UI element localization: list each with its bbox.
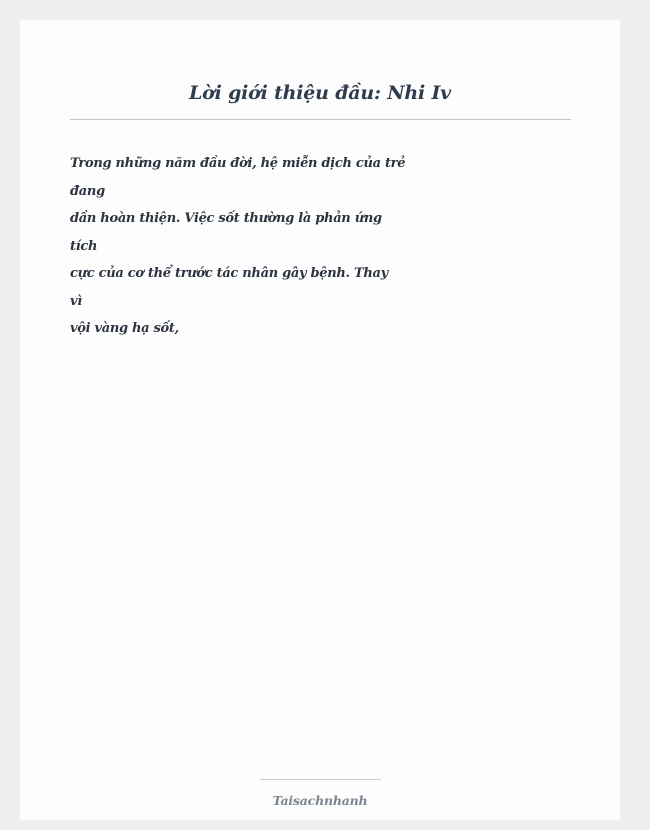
footer-source: Taisachnhanh: [272, 793, 368, 808]
body-line: Trong những năm đầu đời, hệ miễn dịch của trẻ: [70, 156, 406, 171]
document-page: [20, 20, 620, 820]
body-text: [70, 150, 406, 343]
body-line: dần hoàn thiện. Việc sốt thường là phản ứng: [70, 211, 382, 226]
body-line: cực của cơ thể trước tác nhân gây bệnh. Thay: [70, 266, 388, 281]
page-title: Lời giới thiệu đầu: Nhi Iv: [189, 82, 451, 104]
body-line: vì: [70, 293, 82, 309]
body-line: tích: [70, 238, 98, 254]
title-divider: [70, 119, 571, 120]
body-line: vội vàng hạ sốt,: [70, 321, 179, 336]
footer-divider: [260, 779, 381, 780]
body-line: đang: [70, 183, 105, 199]
